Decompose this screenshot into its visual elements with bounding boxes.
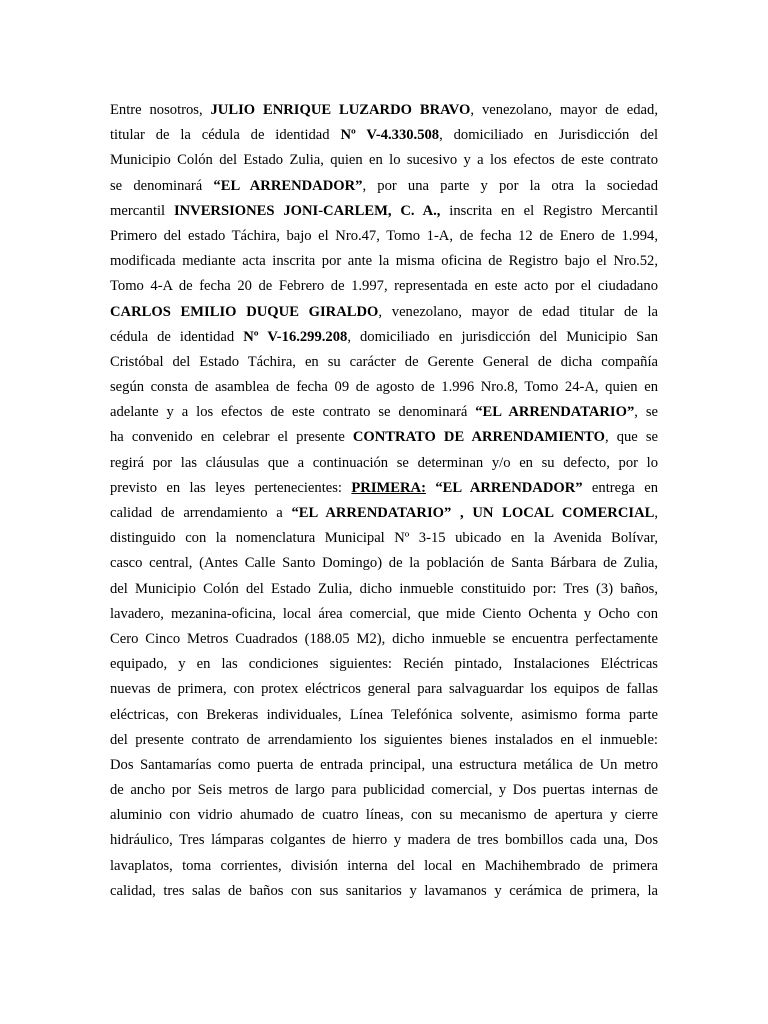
bold-text-segment: “EL ARRENDATARIO” — [475, 404, 635, 421]
text-segment: , por una parte y por la otra la sociedad — [362, 177, 658, 194]
text-segment: , domiciliado en jurisdicción del Municipio San — [347, 328, 658, 345]
text-segment: nuevas de primera, con protex eléctricos general para salvaguardar los equipos de fallas — [110, 681, 658, 698]
text-segment: inscrita en el Registro Mercantil — [440, 202, 658, 219]
text-segment: equipado, y en las condiciones siguientes: Recién pintado, Instalaciones Eléctricas — [110, 656, 658, 673]
text-segment: cédula de identidad — [110, 328, 244, 345]
bold-text-segment: “EL ARRENDADOR” — [213, 177, 363, 194]
text-line — [110, 274, 658, 299]
text-segment: titular de la cédula de identidad — [110, 127, 341, 144]
text-line — [110, 677, 658, 702]
text-line — [110, 577, 658, 602]
text-segment: , domiciliado en Jurisdicción del — [439, 127, 658, 144]
text-segment: del Municipio Colón del Estado Zulia, dicho inmueble constituido por: Tres (3) baños, — [110, 580, 658, 597]
bold-text-segment: PRIMERA: — [351, 479, 426, 496]
text-segment: ha convenido en celebrar el presente — [110, 429, 353, 446]
text-line — [110, 400, 658, 425]
bold-text-segment: Nº V-4.330.508 — [340, 127, 440, 144]
text-segment: de ancho por Seis metros de largo para publicidad comercial, y Dos puertas internas de — [110, 782, 658, 799]
text-segment: , que se — [604, 429, 658, 446]
text-line — [110, 778, 658, 803]
text-line — [110, 803, 658, 828]
text-line — [110, 501, 658, 526]
text-segment: , venezolano, mayor de edad titular de la — [378, 303, 658, 320]
bold-text-segment: CONTRATO DE ARRENDAMIENTO — [352, 429, 605, 446]
bold-text-segment: “EL ARRENDADOR” — [435, 479, 583, 496]
text-segment: modificada mediante acta inscrita por ante la misma oficina de Registro bajo el Nro.52, — [110, 253, 658, 270]
text-line — [110, 854, 658, 879]
text-line — [110, 425, 658, 450]
bold-text-segment: Nº V-16.299.208 — [243, 328, 348, 345]
text-line — [110, 350, 658, 375]
text-line — [110, 123, 658, 148]
text-line — [110, 174, 658, 199]
text-line — [110, 148, 658, 173]
text-line — [110, 879, 658, 904]
text-segment: hidráulico, Tres lámparas colgantes de hierro y madera de tres bombillos cada una, Dos — [110, 832, 658, 849]
text-segment: eléctricas, con Brekeras individuales, Línea Telefónica solvente, asimismo forma parte — [110, 706, 658, 723]
text-segment: calidad de arrendamiento a — [110, 505, 292, 521]
text-line — [110, 728, 658, 753]
bold-text-segment: “EL ARRENDATARIO” , UN LOCAL COMERCIAL — [291, 505, 655, 521]
bold-text-segment: JULIO ENRIQUE LUZARDO BRAVO — [210, 102, 471, 118]
text-line — [110, 224, 658, 249]
text-line — [110, 828, 658, 853]
text-line — [110, 526, 658, 551]
text-segment: previsto en las leyes pertenecientes: — [110, 479, 352, 496]
text-segment: entrega en — [582, 479, 658, 496]
text-line — [110, 199, 658, 224]
text-line — [110, 703, 658, 728]
text-segment: lavaplatos, toma corrientes, división interna del local en Machihembrado de primera — [110, 857, 658, 874]
text-segment: calidad, tres salas de baños con sus sanitarios y lavamanos y cerámica de primera, la — [110, 882, 658, 899]
text-segment: mercantil — [110, 202, 174, 219]
text-segment: Entre nosotros, — [110, 102, 211, 118]
text-line — [110, 652, 658, 677]
text-line — [110, 375, 658, 400]
contract-body-text — [110, 98, 658, 904]
text-line — [110, 249, 658, 274]
text-line — [110, 300, 658, 325]
text-line — [110, 476, 658, 501]
text-segment: regirá por las cláusulas que a continuación se determinan y/o en su defecto, por lo — [110, 454, 658, 471]
text-segment: Primero del estado Táchira, bajo el Nro.47, Tomo 1-A, de fecha 12 de Enero de 1.994, — [110, 227, 658, 244]
bold-text-segment: CARLOS EMILIO DUQUE GIRALDO — [110, 303, 379, 320]
text-segment: aluminio con vidrio ahumado de cuatro líneas, con su mecanismo de apertura y cierre — [110, 807, 658, 824]
text-segment: distinguido con la nomenclatura Municipal Nº 3-15 ubicado en la Avenida Bolívar, — [110, 530, 658, 547]
text-segment: Cristóbal del Estado Táchira, en su carácter de Gerente General de dicha compañía — [110, 353, 658, 370]
text-segment: casco central, (Antes Calle Santo Domingo) de la población de Santa Bárbara de Zulia, — [110, 555, 658, 572]
text-segment: del presente contrato de arrendamiento los siguientes bienes instalados en el inmueble: — [110, 731, 658, 748]
text-line — [110, 753, 658, 778]
text-line — [110, 98, 658, 123]
text-segment: se denominará — [110, 177, 214, 194]
text-line — [110, 602, 658, 627]
text-segment: , venezolano, mayor de edad, — [470, 102, 658, 118]
text-line — [110, 627, 658, 652]
text-segment: Cero Cinco Metros Cuadrados (188.05 M2), dicho inmueble se encuentra perfectamente — [110, 630, 658, 647]
text-segment: lavadero, mezanina-oficina, local área comercial, que mide Ciento Ochenta y Ocho con — [110, 605, 658, 622]
text-line — [110, 451, 658, 476]
text-line — [110, 551, 658, 576]
text-segment: según consta de asamblea de fecha 09 de agosto de 1.996 Nro.8, Tomo 24-A, quien en — [110, 379, 658, 396]
text-line — [110, 325, 658, 350]
bold-text-segment: INVERSIONES JONI-CARLEM, C. A., — [173, 202, 441, 219]
text-segment: Municipio Colón del Estado Zulia, quien en lo sucesivo y a los efectos de este contrato — [110, 152, 658, 169]
text-segment — [426, 480, 435, 496]
text-segment: Dos Santamarías como puerta de entrada principal, una estructura metálica de Un metro — [110, 756, 658, 773]
text-segment: Tomo 4-A de fecha 20 de Febrero de 1.997, representada en este acto por el ciudadano — [110, 278, 658, 295]
text-segment: adelante y a los efectos de este contrato se denominará — [110, 404, 476, 421]
text-segment: , — [654, 505, 658, 521]
text-segment: , se — [634, 404, 658, 421]
